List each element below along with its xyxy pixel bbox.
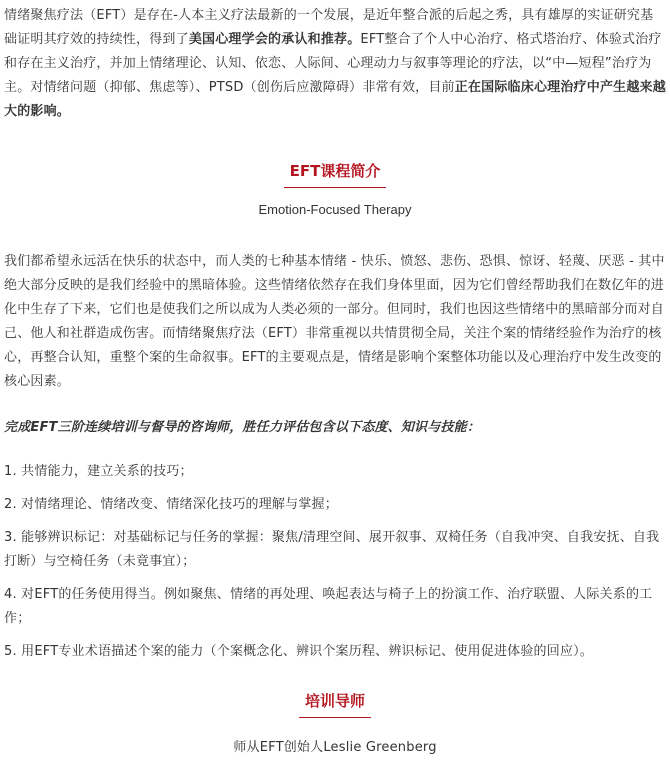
course-subtitle: Emotion-Focused Therapy: [258, 202, 412, 217]
intro-paragraph: [4, 0, 666, 124]
course-section-title: [4, 160, 666, 192]
mentor-section-title: [4, 690, 666, 722]
list-item: 1. 共情能力，建立关系的技巧；: [4, 464, 193, 479]
course-title: EFT课程简介: [284, 160, 387, 188]
list-item: 3. 能够辨识标记：对基础标记与任务的掌握：聚焦/清理空间、展开叙事、双椅任务（自我冲突、自我安抚、自我打断）与空椅任务（未竟事宜）；: [4, 530, 660, 569]
intro-text-1: 情绪聚焦疗法（EFT）是存在-人本主义疗法最新的一个发展，是近年整合派的后起之秀，具有雄厚的实证研究基础证明其疗效的持续性，得到了: [4, 8, 654, 47]
competency-heading: 完成EFT三阶连续培训与督导的咨询师，胜任力评估包含以下态度、知识与技能：: [4, 420, 481, 435]
mentor-description: 师从EFT创始人Leslie Greenberg: [233, 740, 437, 755]
mentor-title: 培训导师: [299, 690, 371, 718]
intro-bold-apa: 美国心理学会的承认和推荐。: [188, 32, 361, 47]
list-item: 4. 对EFT的任务使用得当。例如聚焦、情绪的再处理、唤起表达与椅子上的扮演工作、治疗联盟、人际关系的工作；: [4, 587, 653, 626]
course-description: 我们都希望永远活在快乐的状态中，而人类的七种基本情绪 - 快乐、愤怒、悲伤、恐惧、惊讶、轻蔑、厌恶 - 其中绝大部分反映的是我们经验中的黑暗体验。这些情绪依然存在我们身体里面，因为它们曾经帮助我们在数亿年的进化中生存了下来，它们也是使我们之所以成为人类必须的一部分。但同时，我们也因这些情绪中的黑暗部分而对自己、他人和社群造成伤害。而情绪聚焦疗法（EFT）非常重视以共情贯彻全局，关注个案的情绪经验作为治疗的核心，再整合认知，重整个案的生命叙事。EFT的主要观点是，情绪是影响个案整体功能以及心理治疗中发生改变的核心因素。: [4, 254, 665, 389]
intro-text-2: EFT整合了个人中心治疗、格式塔治疗、体验式治疗和存在主义治疗，并加上情绪理论、认知、依恋、人际间、心理动力与叙事等理论的疗法，以“中—短程”治疗为主。对情绪问题（抑郁、焦虑等）、PTSD（创伤后应激障碍）非常有效，目前: [4, 32, 662, 95]
intro-bold-impact: 正在国际临床心理治疗中产生越来越大的影响。: [4, 80, 666, 119]
competency-list: [4, 460, 666, 664]
list-item: 2. 对情绪理论、情绪改变、情绪深化技巧的理解与掌握；: [4, 497, 338, 512]
list-item: 5. 用EFT专业术语描述个案的能力（个案概念化、辨识个案历程、辨识标记、使用促进体验的回应）。: [4, 644, 594, 659]
